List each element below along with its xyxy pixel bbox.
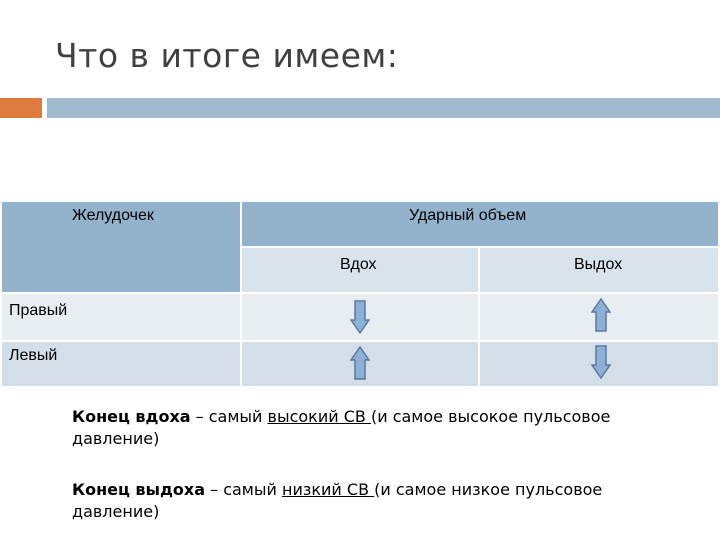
note-exhale-bold: Конец выдоха <box>72 480 206 499</box>
up-arrow-icon <box>591 298 611 332</box>
note-exhale-text-a: – самый <box>205 480 282 499</box>
note-inhale-underlined: высокий СВ <box>267 407 371 426</box>
note-inhale-text-b: (и самое высокое пульсовое давление) <box>72 407 611 448</box>
note-exhale-end <box>72 479 672 523</box>
note-exhale-underlined: низкий СВ <box>282 480 375 499</box>
slide-title: Что в итоге имеем: <box>55 36 399 75</box>
header-ventricle-label: Желудочек <box>72 207 154 224</box>
table-row-right-label-cell <box>2 292 240 340</box>
table-row-left-label-cell <box>2 340 240 386</box>
subheader-inhale-label: Вдох <box>340 256 377 273</box>
header-stroke-volume-cell <box>240 202 718 248</box>
subheader-exhale-label: Выдох <box>574 256 623 273</box>
up-arrow-icon <box>350 346 370 380</box>
row-label-left: Левый <box>9 347 58 364</box>
title-accent-orange-bar <box>0 98 42 118</box>
row-label-right: Правый <box>9 302 68 319</box>
subheader-inhale-cell <box>240 246 480 292</box>
note-inhale-bold: Конец вдоха <box>72 407 191 426</box>
down-arrow-icon <box>591 345 611 379</box>
header-stroke-volume-label: Ударный объем <box>409 207 527 224</box>
down-arrow-icon <box>350 300 370 334</box>
title-accent-blue-bar <box>47 98 720 118</box>
note-exhale-text-b: (и самое низкое пульсовое давление) <box>72 480 603 521</box>
header-ventricle-cell <box>2 202 240 292</box>
subheader-exhale-cell <box>478 246 718 292</box>
note-inhale-text-a: – самый <box>190 407 268 426</box>
note-inhale-end <box>72 406 672 450</box>
